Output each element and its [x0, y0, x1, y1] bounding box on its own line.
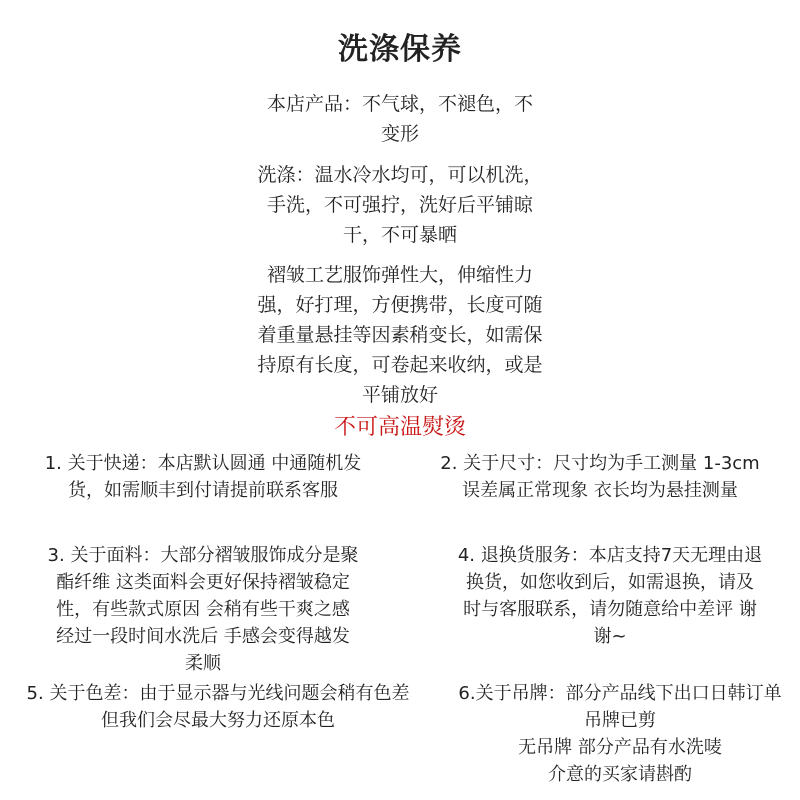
note-line: 换货，如您收到后，如需退换，请及	[466, 572, 754, 593]
washing-instructions-line: 洗涤：温水冷水均可，可以机洗，	[257, 164, 543, 186]
pleat-description-block	[0, 260, 800, 410]
pleat-description-line: 着重量悬挂等因素稍变长，如需保	[257, 324, 543, 346]
pleat-description-line: 褶皱工艺服饰弹性大，伸缩性力	[266, 264, 533, 286]
note-shipping	[18, 450, 388, 504]
note-line: 性，有些款式原因 会稍有些干爽之感	[56, 599, 350, 620]
washing-instructions-block	[0, 160, 800, 250]
product-features-block	[0, 89, 800, 149]
note-tags	[440, 680, 800, 788]
note-line: 酯纤维 这类面料会更好保持褶皱稳定	[56, 572, 350, 593]
note-size	[400, 450, 800, 504]
note-line: 误差属正常现象 衣长均为悬挂测量	[462, 480, 738, 501]
page-title: 洗涤保养	[338, 32, 462, 67]
product-features-line: 本店产品：不气球，不褪色，不	[266, 93, 533, 115]
pleat-description-line: 平铺放好	[361, 384, 438, 406]
note-line: 吊牌已剪	[584, 710, 656, 731]
pleat-description-line: 强，好打理，方便携带，长度可随	[257, 294, 543, 316]
note-line: 时与客服联系，请勿随意给中差评 谢	[463, 599, 757, 620]
note-line: 谢~	[593, 626, 627, 647]
note-line: 3. 关于面料：大部分褶皱服饰成分是聚	[47, 545, 359, 566]
note-line: 介意的买家请斟酌	[548, 764, 692, 785]
pleat-description-line: 持原有长度，可卷起来收纳，或是	[257, 354, 543, 376]
note-color-difference	[18, 680, 418, 734]
note-line: 6.关于吊牌：部分产品线下出口日韩订单	[458, 683, 782, 704]
product-features-line: 变形	[380, 123, 419, 145]
note-line: 经过一段时间水洗后 手感会变得越发	[56, 626, 350, 647]
note-line: 无吊牌 部分产品有水洗唛	[518, 737, 722, 758]
note-fabric	[18, 542, 388, 677]
note-line: 货，如需顺丰到付请提前联系客服	[68, 480, 338, 501]
note-returns	[420, 542, 800, 650]
note-line: 4. 退换货服务：本店支持7天无理由退	[457, 545, 763, 566]
no-ironing-warning: 不可高温熨烫	[333, 415, 466, 440]
washing-instructions-line: 手洗，不可强拧，洗好后平铺晾	[266, 194, 533, 216]
note-line: 柔顺	[185, 653, 221, 674]
note-line: 2. 关于尺寸：尺寸均为手工测量 1-3cm	[440, 453, 760, 474]
note-line: 但我们会尽最大努力还原本色	[101, 710, 335, 731]
washing-instructions-line: 干，不可暴晒	[342, 224, 457, 246]
note-line: 1. 关于快递：本店默认圆通 中通随机发	[44, 453, 362, 474]
note-line: 5. 关于色差：由于显示器与光线问题会稍有色差	[26, 683, 410, 704]
